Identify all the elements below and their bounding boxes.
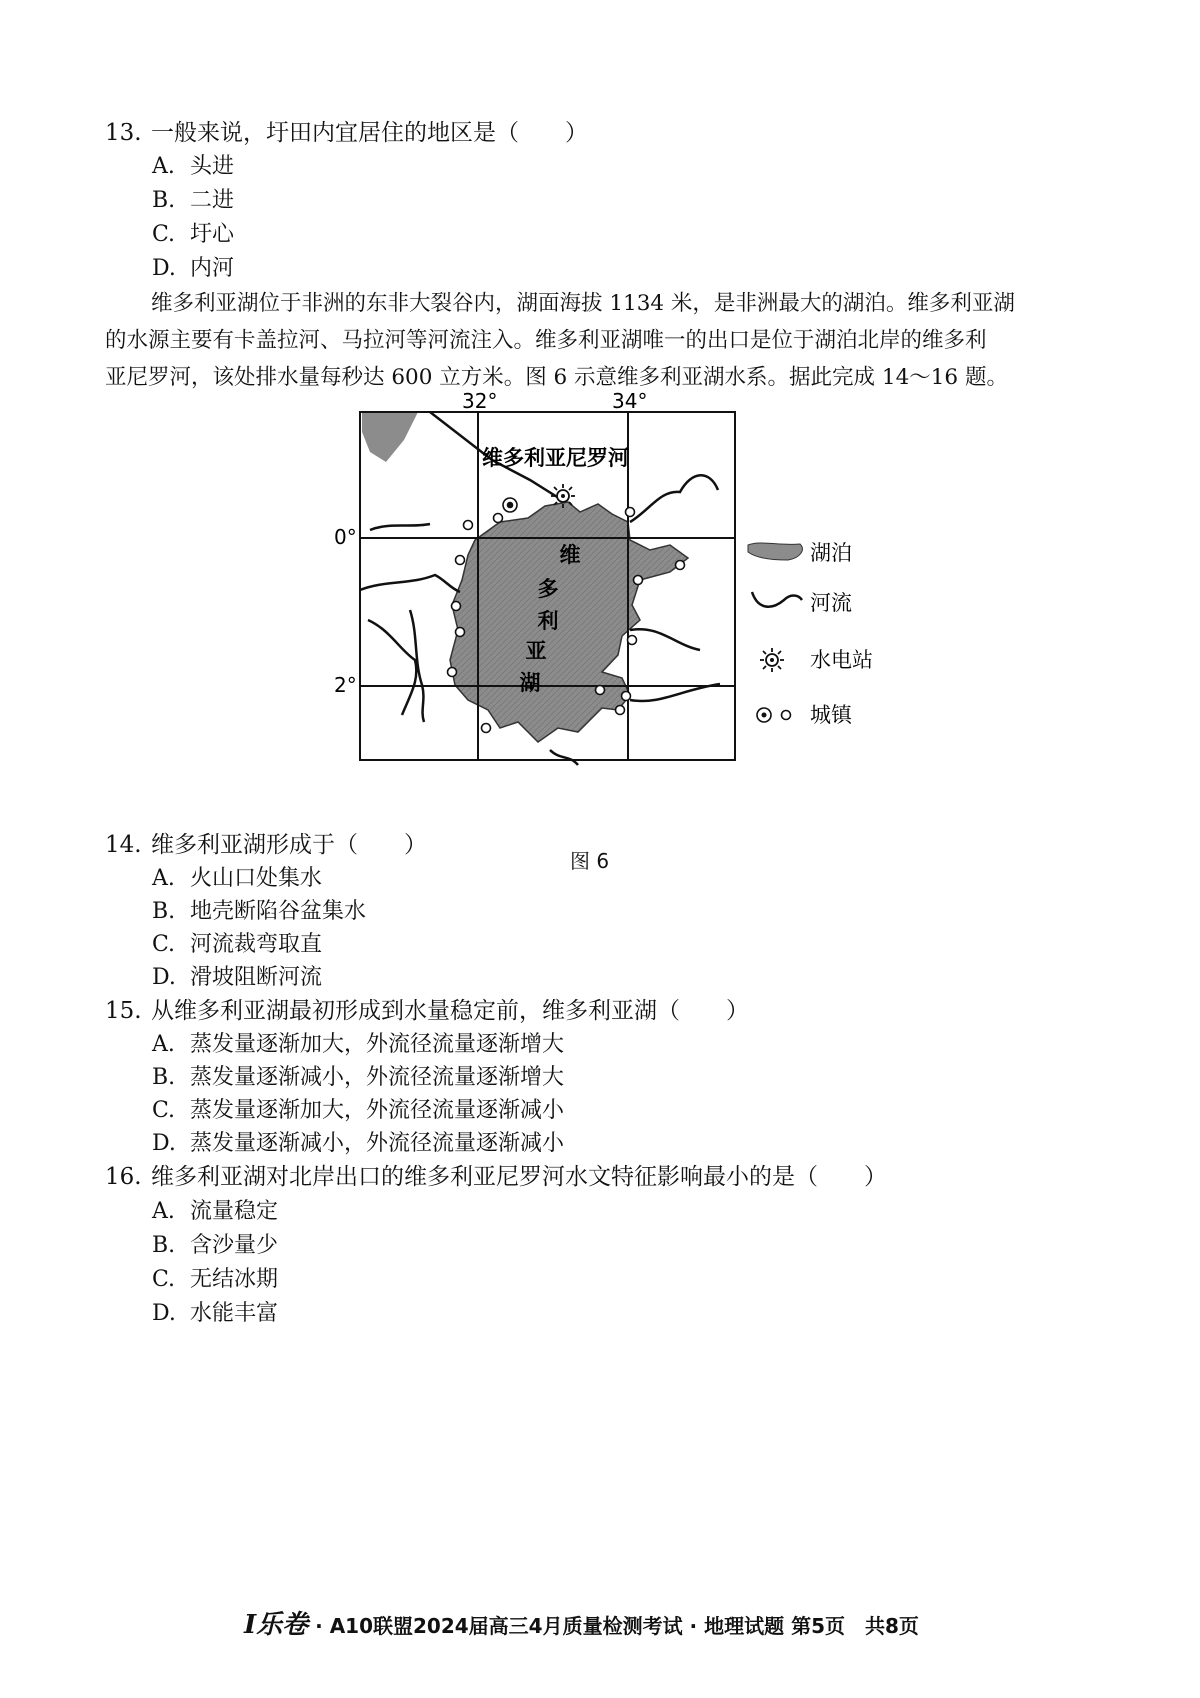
legend-hydro-label: 水电站 [810, 648, 873, 672]
q14-option-b: B. 地壳断陷谷盆集水 [152, 899, 367, 924]
legend-lake-label: 湖泊 [810, 541, 852, 565]
question-15-stem [105, 996, 749, 1026]
q13-option-d: D. 内河 [152, 256, 235, 281]
question-number: 14. [105, 832, 142, 858]
hydropower-icon [551, 484, 575, 508]
page-footer [244, 1604, 919, 1641]
question-text: 从维多利亚湖最初形成到水量稳定前，维多利亚湖（ ） [151, 998, 749, 1024]
river [370, 524, 430, 530]
lon-label-32: 32° [462, 389, 498, 413]
river [368, 620, 416, 715]
q15-option-c: C. 蒸发量逐渐加大，外流径流量逐渐减小 [152, 1098, 565, 1123]
question-text: 维多利亚湖对北岸出口的维多利亚尼罗河水文特征影响最小的是（ ） [151, 1164, 887, 1190]
land-area [362, 412, 418, 462]
town-icon [452, 602, 461, 611]
river-label: 维多利亚尼罗河 [482, 446, 629, 470]
question-13-stem [105, 118, 588, 148]
town-icon [448, 668, 457, 677]
town-icon [616, 706, 625, 715]
q13-option-c: C. 圩心 [152, 222, 235, 247]
legend-lake-swatch [748, 543, 802, 560]
river [630, 629, 700, 650]
svg-text:维: 维 [559, 543, 581, 567]
q14-option-c: C. 河流裁弯取直 [152, 932, 323, 957]
river [360, 575, 460, 592]
figure-caption: 图 6 [570, 849, 610, 873]
svg-text:湖: 湖 [519, 671, 541, 695]
q15-option-b: B. 蒸发量逐渐减小，外流径流量逐渐增大 [152, 1065, 565, 1090]
lon-label-34: 34° [612, 389, 648, 413]
town-icon [464, 521, 473, 530]
river [410, 610, 424, 722]
town-icon [456, 628, 465, 637]
q13-option-b: B. 二进 [152, 188, 235, 213]
question-number: 13. [105, 120, 142, 146]
legend-river-swatch [752, 592, 802, 607]
question-number: 15. [105, 998, 142, 1024]
town-icon [628, 636, 637, 645]
q16-option-a: A. 流量稳定 [152, 1199, 279, 1224]
passage-line: 维多利亚湖位于非洲的东非大裂谷内，湖面海拔 1134 米，是非洲最大的湖泊。维多利亚湖 [151, 291, 1015, 316]
question-16-stem [105, 1162, 887, 1192]
q14-option-a: A. 火山口处集水 [152, 866, 323, 891]
map-legend [748, 541, 873, 727]
q16-option-c: C. 无结冰期 [152, 1267, 279, 1292]
lat-label-2: 2° [334, 673, 357, 697]
legend-town-icon [782, 711, 791, 720]
town-icon [482, 724, 491, 733]
question-text: 维多利亚湖形成于（ ） [151, 832, 427, 858]
town-icon [626, 508, 635, 517]
passage-line: 亚尼罗河，该处排水量每秒达 600 立方米。图 6 示意维多利亚湖水系。据此完成 14～16 题。 [105, 365, 1008, 390]
legend-town-label: 城镇 [810, 703, 852, 727]
footer-text: · A10联盟2024届高三4月质量检测考试 · 地理试题 第5页 共8页 [315, 1614, 919, 1638]
question-number: 16. [105, 1164, 142, 1190]
river [550, 750, 578, 765]
question-14-stem [105, 830, 427, 860]
river [630, 475, 718, 522]
victoria-lake-map [334, 389, 900, 780]
town-icon [676, 561, 685, 570]
q14-option-d: D. 滑坡阻断河流 [152, 965, 323, 990]
town-icon [596, 686, 605, 695]
q13-option-a: A. 头进 [152, 154, 235, 179]
svg-text:多: 多 [537, 577, 559, 601]
q15-option-d: D. 蒸发量逐渐减小，外流径流量逐渐减小 [152, 1131, 565, 1156]
question-text: 一般来说，圩田内宜居住的地区是（ ） [151, 120, 588, 146]
svg-text:利: 利 [537, 609, 559, 633]
passage [105, 285, 1100, 396]
legend-river-label: 河流 [810, 591, 852, 615]
town-icon [622, 692, 631, 701]
town-icon [494, 514, 503, 523]
brand-logo: I乐卷 [244, 1610, 309, 1640]
svg-text:亚: 亚 [525, 639, 547, 663]
legend-hydro-icon [760, 648, 784, 672]
q15-option-a: A. 蒸发量逐渐加大，外流径流量逐渐增大 [152, 1032, 565, 1057]
passage-line: 的水源主要有卡盖拉河、马拉河等河流注入。维多利亚湖唯一的出口是位于湖泊北岸的维多利 [105, 328, 987, 353]
q16-option-d: D. 水能丰富 [152, 1301, 279, 1326]
q16-option-b: B. 含沙量少 [152, 1233, 279, 1258]
town-icon [634, 576, 643, 585]
town-icon [456, 556, 465, 565]
lat-label-0: 0° [334, 525, 357, 549]
